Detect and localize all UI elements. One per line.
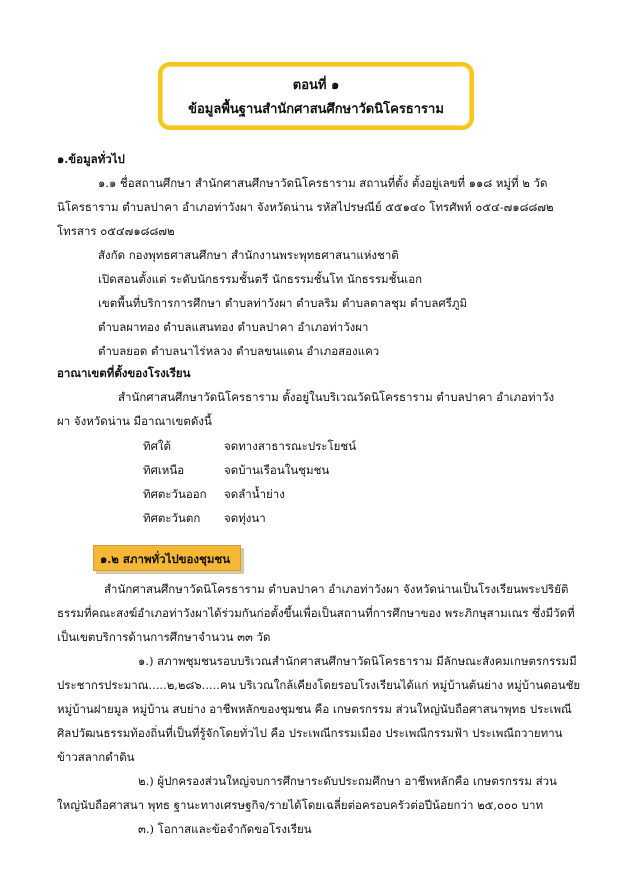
levels-line: เปิดสอนตั้งแต่ ระดับนักธรรมชั้นตรี นักธรรมชั้นโท นักธรรมชั้นเอก	[98, 272, 423, 286]
boundary-south-description: จดทางสาธารณะประโยชน์	[224, 439, 357, 453]
boundary-south-direction: ทิศใต้	[143, 439, 171, 453]
service-area-line-3: ตำบลยอด ตำบลนาไร่หลวง ตำบลขนแดน อำเภอสองแคว	[98, 344, 380, 358]
community-line-2: ธรรมที่คณะสงฆ์อำเภอท่าวังผาได้ร่วมกันก่อตั้งขึ้นเพื่อเป็นสถานที่การศึกษาของ พระภิกษุสามเณร ซึ่งมีวัดที่	[57, 606, 575, 620]
affiliation-line: สังกัด กองพุทธศาสนศึกษา สำนักงานพระพุทธศาสนาแห่งชาติ	[98, 248, 399, 262]
community-line-8: ข้าวสลากดำดิน	[57, 750, 135, 764]
area-line-2: ผา จังหวัดน่าน มีอาณาเขตดังนี้	[57, 414, 212, 428]
community-line-4: ๑.) สภาพชุมชนรอบบริเวณสำนักศาสนศึกษาวัดนิโครธาราม มีลักษณะสังคมเกษตรกรรมมี	[138, 654, 577, 668]
community-line-3: เป็นเขตบริการด้านการศึกษาจำนวน ๓๓ วัด	[57, 630, 271, 644]
chapter-title-box	[158, 62, 474, 130]
section-1-2-heading: ๑.๒ สภาพทั่วไปของชุมชน	[100, 552, 231, 566]
boundary-east-description: จดลำน้ำย่าง	[224, 487, 285, 501]
section-1-2-heading-box	[93, 545, 241, 571]
community-line-11: ๓.) โอกาสและข้อจำกัดขอโรงเรียน	[138, 822, 312, 836]
community-line-1: สำนักศาสนศึกษาวัดนิโครธาราม ตำบลปาคา อำเภอท่าวังผา จังหวัดน่านเป็นโรงเรียนพระปริยัติ	[104, 582, 569, 596]
area-heading: อาณาเขตที่ตั้งของโรงเรียน	[57, 366, 191, 380]
community-line-10: ใหญ่นับถือศาสนา พุทธ ฐานะทางเศรษฐกิจ/รายได้โดยเฉลี่ยต่อครอบครัวต่อปีน้อยกว่า ๒๕,๐๐๐ บาท	[57, 798, 544, 812]
school-info-line-1: ๑.๑ ชื่อสถานศึกษา สำนักศาสนศึกษาวัดนิโครธาราม สถานที่ตั้ง ตั้งอยู่เลขที่ ๑๑๘ หมู่ที่ ๒ วัด	[98, 176, 548, 190]
community-line-6: หมู่บ้านฝายมูล หมู่บ้าน สบย่าง อาชีพหลักของชุมชน คือ เกษตรกรรม ส่วนใหญ่นับถือศาสนาพุทธ ประเพณี	[57, 702, 572, 716]
chapter-title: ข้อมูลพื้นฐานสำนักศาสนศึกษาวัดนิโครธาราม	[188, 102, 444, 117]
chapter-number: ตอนที่ ๑	[292, 78, 340, 93]
boundary-east-direction: ทิศตะวันออก	[143, 487, 207, 501]
school-info-line-3: โทรสาร ๐๕๔๗๑๘๘๗๒	[57, 224, 175, 238]
boundary-north-direction: ทิศเหนือ	[143, 463, 185, 477]
community-line-9: ๒.) ผู้ปกครองส่วนใหญ่จบการศึกษาระดับประถมศึกษา อาชีพหลักคือ เกษตรกรรม ส่วน	[138, 774, 557, 788]
service-area-line-1: เขตพื้นที่บริการการศึกษา ตำบลท่าวังผา ตำบลริม ตำบลตาลชุม ตำบลศรีภูมิ	[98, 296, 468, 310]
area-line-1: สำนักศาสนศึกษาวัดนิโครธาราม ตั้งอยู่ในบริเวณวัดนิโครธาราม ตำบลปาคา อำเภอท่าวัง	[118, 390, 555, 404]
boundary-west-description: จดทุ่งนา	[224, 511, 266, 525]
community-line-5: ประชากรประมาณ.....๒,๒๘๖.....คน บริเวณใกล้เคียงโดยรอบโรงเรียนได้แก่ หมู่บ้านต้นย่าง หมู่บ้านดอนชัย	[57, 678, 581, 692]
section-1-heading: ๑.ข้อมูลทั่วไป	[57, 152, 125, 166]
service-area-line-2: ตำบลผาทอง ตำบลแสนทอง ตำบลปาคา อำเภอท่าวังผา	[98, 320, 369, 334]
community-line-7: ศิลปวัฒนธรรมท้องถิ่นที่เป็นที่รู้จักโดยทั่วไป คือ ประเพณีกรรมเมือง ประเพณีกรรมฟ้า ประเพณีถวายทาน	[57, 726, 563, 740]
school-info-line-2: นิโครธาราม ตำบลปาคา อำเภอท่าวังผา จังหวัดน่าน รหัสไปรษณีย์ ๕๕๑๔๐ โทรศัพท์ ๐๕๔-๗๑๘๘๗๒	[57, 200, 554, 214]
boundary-north-description: จดบ้านเรือนในชุมชน	[224, 463, 330, 477]
boundary-west-direction: ทิศตะวันตก	[143, 511, 201, 525]
